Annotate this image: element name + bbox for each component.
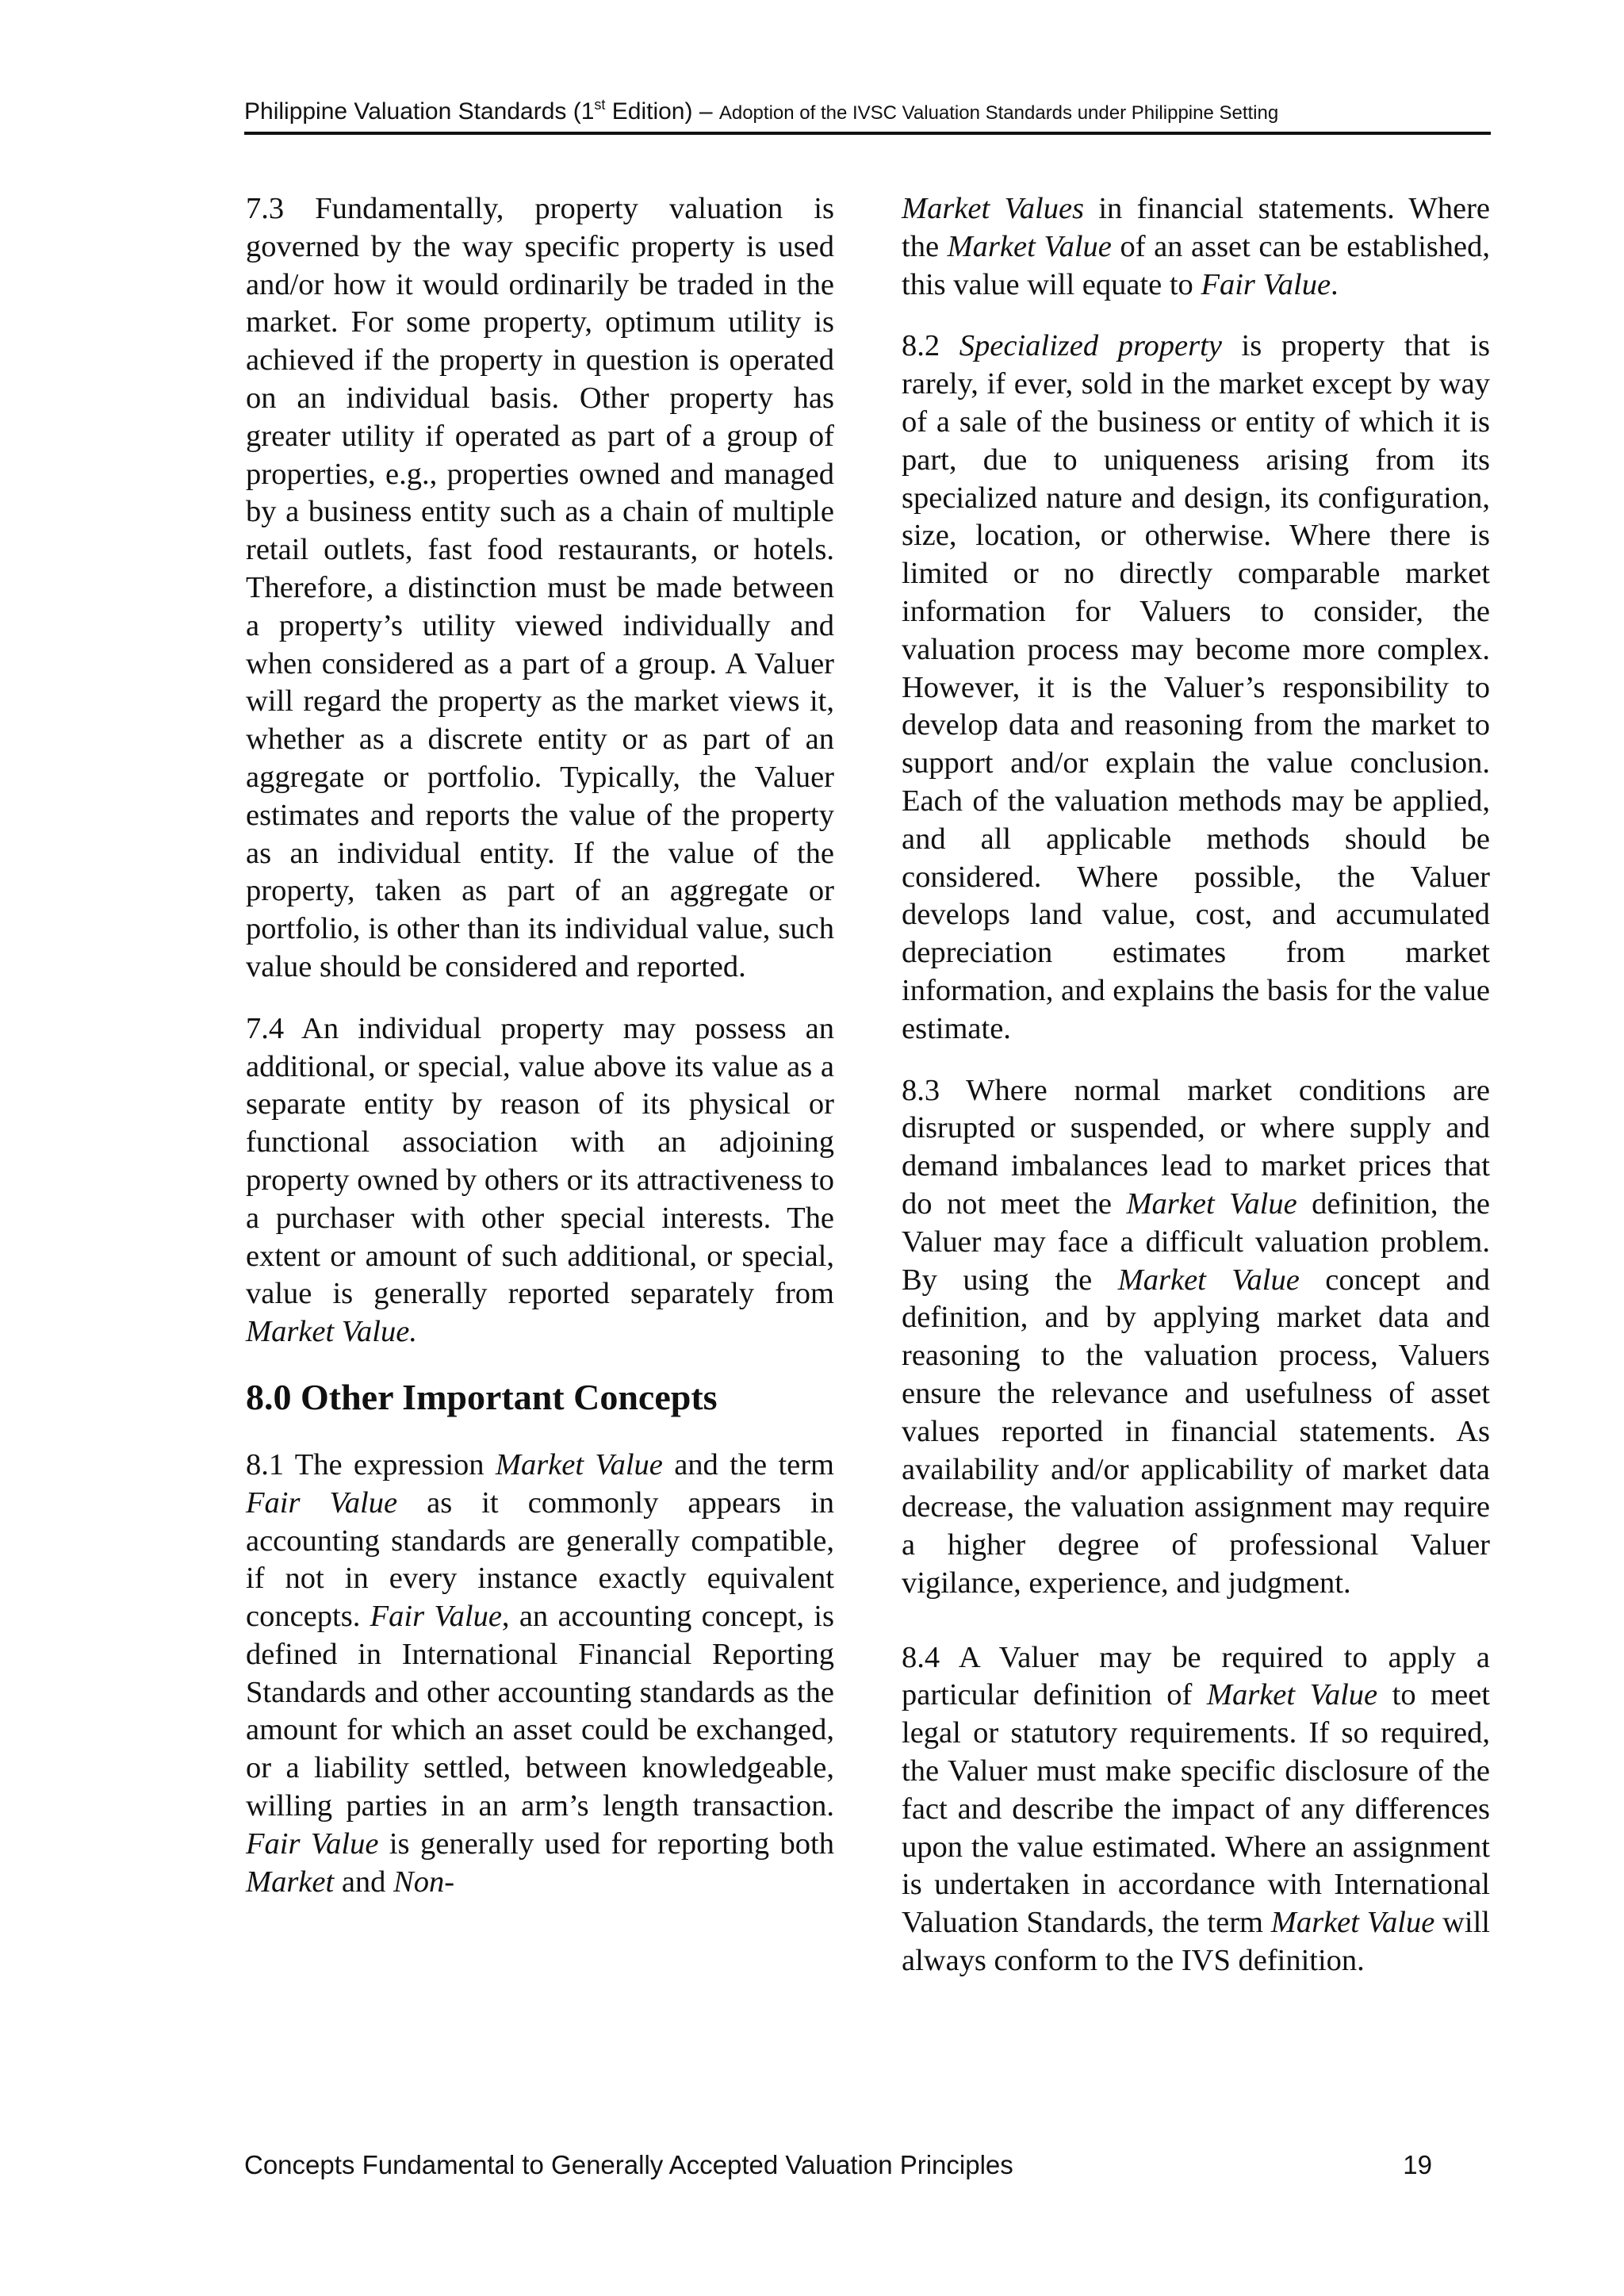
page-footer: Concepts Fundamental to Generally Accepted Valuation Principles (244, 2150, 1013, 2179)
page-number: 19 (1403, 2150, 1432, 2179)
paragraph-8-1-continued (902, 190, 1490, 304)
header-rule (244, 132, 1491, 135)
paragraph-7-4-emphasis: Market Value. (246, 1315, 417, 1349)
p8-1-text-1: 8.1 The expression (246, 1447, 496, 1481)
p8-1c-emphasis-1: Market Values (902, 192, 1085, 225)
p8-1c-text-3: . (1331, 267, 1339, 301)
p8-3-text-2: definition, the Valuer may face a difficult valuation problem. By using the (902, 1186, 1491, 1297)
p8-1-text-4: , an accounting concept, is defined in International Financial Reporting Standards and other accounting standards as the amount for which an asset could be exchanged, or a liability settled, between knowledgeable, willing parties in an arm’s length transaction. (246, 1600, 834, 1823)
paragraph-8-2 (902, 328, 1490, 1048)
p8-1-emphasis-2: Fair Value (246, 1485, 398, 1520)
page-header (244, 94, 1491, 134)
header-title-prefix: Philippine Valuation Standards (1 (244, 98, 595, 125)
paragraph-7-4 (246, 1010, 834, 1351)
paragraph-7-3: 7.3 Fundamentally, property valuation is governed by the way specific property is used and/or how it would ordinarily be traded in the market. For some property, optimum utility is achieved if the property in question is operated on an individual basis. Other property has greater utility if operated as part of a group of properties, e.g., properties owned and managed by a business entity such as a chain of multiple retail outlets, fast food restaurants, or hotels. Therefore, a distinction must be made between a property’s utility viewed individually and when considered as a part of a group. A Valuer will regard the property as the market views it, whether as a discrete entity or as part of an aggregate or portfolio. Typically, the Valuer estimates and reports the value of the property as an individual entity. If the value of the property, taken as part of an aggregate or portfolio, is other than its individual value, such value should be considered and reported. (246, 192, 834, 983)
p8-1c-emphasis-3: Fair Value (1201, 267, 1331, 301)
header-title-suffix: Edition) (605, 98, 693, 125)
p8-1-emphasis-6: Non- (393, 1865, 455, 1899)
header-subtitle: Adoption of the IVSC Valuation Standards under Philippine Setting (718, 102, 1279, 124)
p8-4-text-2: to meet legal or statutory requirements. If so required, the Valuer must make specific disclosure of the fact and describe the impact of any differences upon the value estimated. Where an assignment is undertaken in accordance with International Valuation Standards, the term (902, 1678, 1490, 1940)
p8-4-text-3: will always conform to the IVS definition. (902, 1906, 1490, 1978)
p8-1-emphasis-1: Market Value (495, 1447, 663, 1481)
p8-2-text-2: is property that is rarely, if ever, sold in the market except by way of a sale of the business or entity of which it is part, due to uniqueness arising from its specialized nature and design, its configuration, size, location, or otherwise. Where there is limited or no directly comparable market information for Valuers to consider, the valuation process may become more complex. However, it is the Valuer’s responsibility to develop data and reasoning from the market to support and/or explain the value conclusion. Each of the valuation methods may be applied, and all applicable methods should be considered. Where possible, the Valuer develops land value, cost, and accumulated depreciation estimates from market information, and explains the basis for the value estimate. (902, 329, 1490, 1045)
header-separator: – (692, 98, 719, 125)
p8-3-text-3: concept and definition, and by applying market data and reasoning to the valuation process, Valuers ensure the relevance and usefulness of asset values reported in financial statements. As availability and/or applicability of market data decrease, the valuation assignment may require a higher degree of professional Valuer vigilance, experience, and judgment. (902, 1263, 1490, 1600)
p8-1-text-5: is generally used for reporting both (378, 1826, 834, 1861)
paragraph-8-3 (902, 1072, 1490, 1603)
paragraph-8-1 (246, 1447, 834, 1902)
p8-3-text-1: 8.3 Where normal market conditions are disrupted or suspended, or where supply and demand imbalances lead to market prices that do not meet the (902, 1073, 1490, 1221)
p8-4-emphasis-1: Market Value (1206, 1678, 1378, 1712)
left-column (246, 190, 834, 1925)
p8-2-emphasis-1: Specialized property (959, 329, 1222, 363)
header-title-superscript: st (594, 97, 606, 113)
p8-1-emphasis-5: Market (246, 1865, 335, 1899)
paragraph-8-4 (902, 1639, 1490, 1980)
p8-2-text-1: 8.2 (902, 329, 959, 363)
p8-1c-emphasis-2: Market Value (947, 229, 1112, 263)
section-heading-8: 8.0 Other Important Concepts (246, 1376, 718, 1417)
paragraph-7-4-text: 7.4 An individual property may possess an additional, or special, value above its value as a separate entity by reason of its physical or functional association with an adjoining property owned by others or its attractiveness to a purchaser with other special interests. The extent or amount of such additional, or special, value is generally reported separately from (246, 1011, 834, 1311)
p8-3-emphasis-1: Market Value (1126, 1186, 1297, 1221)
right-column (902, 190, 1490, 2004)
p8-1-emphasis-4: Fair Value (246, 1826, 379, 1861)
p8-1c-text-2: of an asset can be established, this value will equate to (902, 229, 1490, 301)
p8-3-emphasis-2: Market Value (1117, 1263, 1300, 1297)
p8-1-text-6: and (334, 1865, 394, 1899)
p8-4-emphasis-2: Market Value (1270, 1906, 1435, 1940)
p8-1-emphasis-3: Fair Value (370, 1600, 502, 1634)
header-title (244, 98, 692, 125)
p8-1-text-3: as it commonly appears in accounting standards are generally compatible, if not in every instance exactly equivalent concepts. (246, 1485, 835, 1634)
p8-1-text-2: and the term (662, 1447, 834, 1481)
p8-1c-text-1: in financial statements. Where the (902, 192, 1490, 263)
p8-4-text-1: 8.4 A Valuer may be required to apply a particular definition of (902, 1640, 1490, 1712)
